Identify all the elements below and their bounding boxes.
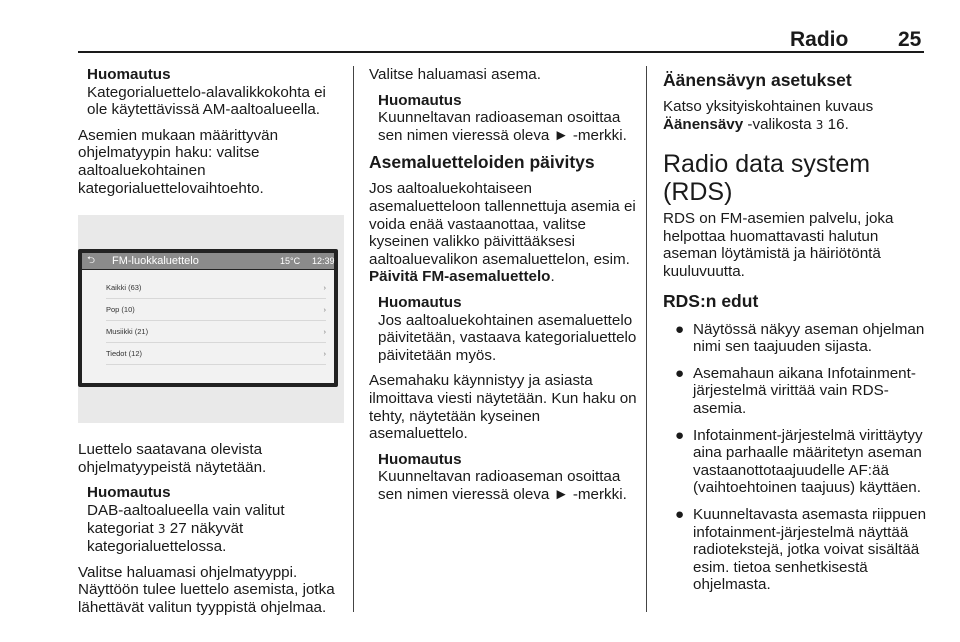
list-item: Kaikki (63) › [106, 278, 326, 299]
note-title: Huomautus [378, 450, 462, 468]
note-text: Jos aaltoaluekohtainen asemaluettelo päivitetään, vastaava kategorialuettelo päivitetään myös. [378, 311, 637, 364]
page-number: 25 [898, 28, 922, 51]
chapter-heading: Radio data system (RDS) [663, 150, 871, 207]
column-divider [353, 66, 354, 612]
paragraph: Katso yksityiskohtainen kuvaus Äänensävy -valikosta 3 16. [663, 98, 874, 133]
paragraph: Valitse haluamasi asema. [369, 66, 541, 83]
note [378, 92, 637, 145]
note [378, 451, 637, 504]
screenshot-figure [78, 215, 344, 423]
note [378, 294, 637, 364]
column-divider [646, 66, 647, 612]
bullet-icon: ● [675, 320, 685, 338]
paragraph: Jos aaltoaluekohtaiseen asemaluetteloon tallennettuja asemia ei voida enää vastaanottaa, valitse kyseinen valikko päivittääksesi aaltoaluevalikon asemaluettelon, esim. Päivitä FM-asemaluettelo. [369, 180, 636, 286]
category-list [82, 270, 334, 383]
list-item: Pop (10) › [106, 300, 326, 321]
note-title: Huomautus [87, 66, 171, 83]
list-item: ● Asemahaun aikana Infotainment-järjestelmä virittää vain RDS-asemia. [675, 364, 916, 417]
benefits-list [663, 321, 929, 594]
screen-title-bar [82, 253, 334, 269]
temperature: 15°C [280, 256, 301, 267]
note-text: DAB-aaltoalueella vain valitut kategoriat 3 27 näkyvät kategorialuettelossa. [87, 501, 285, 556]
paragraph: Asemien mukaan määrittyvän ohjelmatyypin haku: valitse aaltoaluekohtainen kategorialuettelovaihtoehto. [78, 126, 279, 197]
subsection-heading: RDS:n edut [663, 290, 759, 311]
section-heading: Äänensävyn asetukset [663, 70, 852, 90]
chevron-right-icon: › [323, 349, 326, 359]
note-text: Kuunneltavan radioaseman osoittaa sen nimen vieressä oleva ► -merkki. [378, 109, 627, 144]
note-title: Huomautus [378, 293, 462, 311]
clock: 12:39 [312, 256, 335, 267]
paragraph: Valitse haluamasi ohjelmatyyppi. Näyttöön tulee luettelo asemista, jotka lähettävät valitun tyyppistä ohjelmaa. [78, 563, 335, 616]
paragraph: RDS on FM-asemien palvelu, joka helpottaa huomattavasti halutun aseman löytämistä ja häiriötöntä kuuluvuutta. [663, 210, 894, 280]
header-rule [78, 51, 924, 53]
note [87, 66, 344, 119]
note-title: Huomautus [87, 484, 171, 502]
page-ref-icon: 3 [815, 117, 824, 132]
list-item: ● Näytössä näkyy aseman ohjelman nimi sen taajuuden sijasta. [675, 320, 925, 356]
section-heading: Asemaluetteloiden päivitys [369, 152, 595, 173]
column-1 [78, 66, 344, 625]
bullet-icon: ● [675, 364, 685, 382]
paragraph: Asemahaku käynnistyy ja asiasta ilmoittava viesti näytetään. Kun haku on tehty, näytetään kyseinen asemaluettelo. [369, 372, 637, 443]
note-text: Kuunneltavan radioaseman osoittaa sen nimen vieressä oleva ► -merkki. [378, 468, 627, 503]
column-3 [663, 66, 929, 603]
paragraph: Luettelo saatavana olevista ohjelmatyypeistä näytetään. [78, 441, 267, 476]
bullet-icon: ● [675, 505, 685, 523]
note-text: Kategorialuettelo-alavalikkokohta ei ole käytettävissä AM-aaltoalueella. [87, 83, 326, 119]
page-ref-icon: 3 [157, 521, 166, 536]
note-title: Huomautus [378, 91, 462, 109]
note [87, 484, 344, 555]
chevron-right-icon: › [323, 305, 326, 315]
list-item: Tiedot (12) › [106, 344, 326, 365]
device-screen [78, 249, 338, 387]
screen-title: FM-luokkaluettelo [112, 255, 199, 268]
column-2 [369, 66, 637, 511]
back-icon: ⮌ [87, 255, 96, 267]
chevron-right-icon: › [323, 283, 326, 293]
chevron-right-icon: › [323, 327, 326, 337]
list-item: ● Infotainment-järjestelmä virittäytyy aina parhaalle määritetyn aseman vastaanottotaajuudelle AF:ää (vaihtoehtoinen taajuus) käyttäen. [675, 426, 923, 497]
bullet-icon: ● [675, 426, 685, 444]
list-item: ● Kuunneltavasta asemasta riippuen infotainment-järjestelmä näyttää radiotekstejä, jotka voivat sisältää esim. tietoa senhetkisestä ohjelmasta. [675, 505, 927, 594]
page-section-title: Radio [790, 28, 849, 51]
list-item: Musiikki (21) › [106, 322, 326, 343]
